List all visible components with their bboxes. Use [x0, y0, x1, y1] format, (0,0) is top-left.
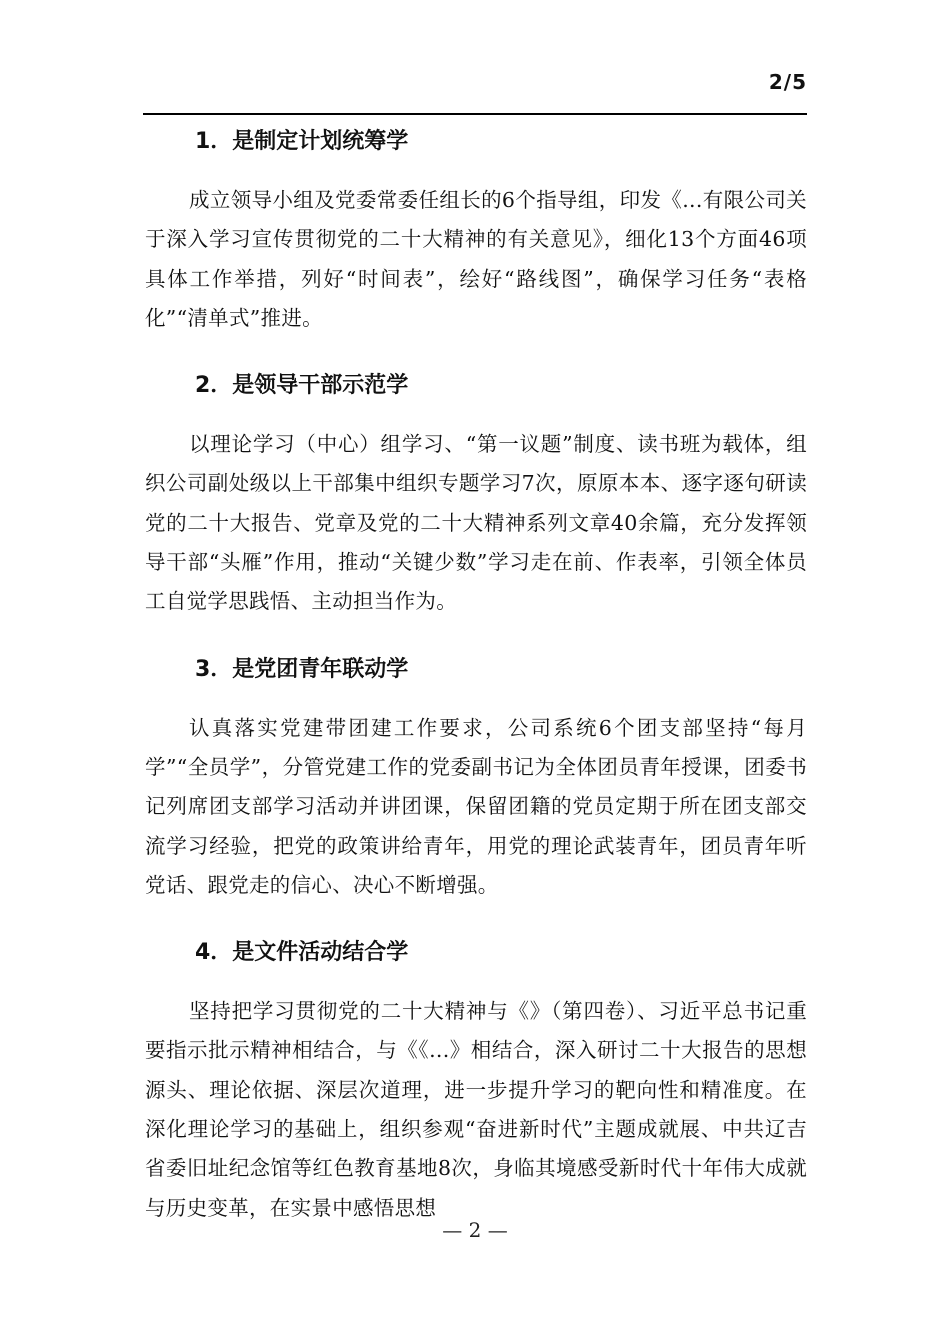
section-heading-3: 3．是党团青年联动学 — [195, 656, 409, 682]
section-heading-1: 1．是制定计划统筹学 — [195, 129, 409, 154]
section-heading-2: 2．是领导干部示范学 — [195, 373, 409, 399]
document-body — [145, 120, 807, 1254]
section-paragraph-4: 坚持把学习贯彻党的二十大精神与《》（第四卷）、习近平总书记重要指示批示精神相结合，与《《...》相结合，深入研讨二十大报告的思想源头、理论依据、深层次道理，进一步提升学习的靶向性和精准度。在深化理论学习的基础上，组织参观“奋进新时代”主题成就展、中共辽吉省委旧址纪念馆等红色教育基地8次，身临其境感受新时代十年伟大成就与历史变革，在实景中感悟思想 — [145, 999, 807, 1220]
page-counter: 2/5 — [768, 70, 807, 94]
header-divider — [143, 113, 807, 115]
section-heading-4: 4．是文件活动结合学 — [195, 940, 409, 966]
section-paragraph-3: 认真落实党建带团建工作要求，公司系统6个团支部坚持“每月学”“全员学”，分管党建工作的党委副书记为全体团员青年授课，团委书记列席团支部学习活动并讲团课，保留团籍的党员定期于所在团支部交流学习经验，把党的政策讲给青年，用党的理论武装青年，团员青年听党话、跟党走的信心、决心不断增强。 — [145, 715, 807, 897]
page-footer-number: — 2 — — [442, 1218, 508, 1242]
section-paragraph-1: 成立领导小组及党委常委任组长的6个指导组，印发《...有限公司关于深入学习宣传贯彻党的二十大精神的有关意见》，细化13个方面46项具体工作举措，列好“时间表”，绘好“路线图”，确保学习任务“表格化”“清单式”推进。 — [145, 188, 807, 330]
section-paragraph-2: 以理论学习（中心）组学习、“第一议题”制度、读书班为载体，组织公司副处级以上干部集中组织专题学习7次，原原本本、逐字逐句研读党的二十大报告、党章及党的二十大精神系列文章40余篇，充分发挥领导干部“头雁”作用，推动“关键少数”学习走在前、作表率，引领全体员工自觉学思践悟、主动担当作为。 — [145, 432, 807, 614]
